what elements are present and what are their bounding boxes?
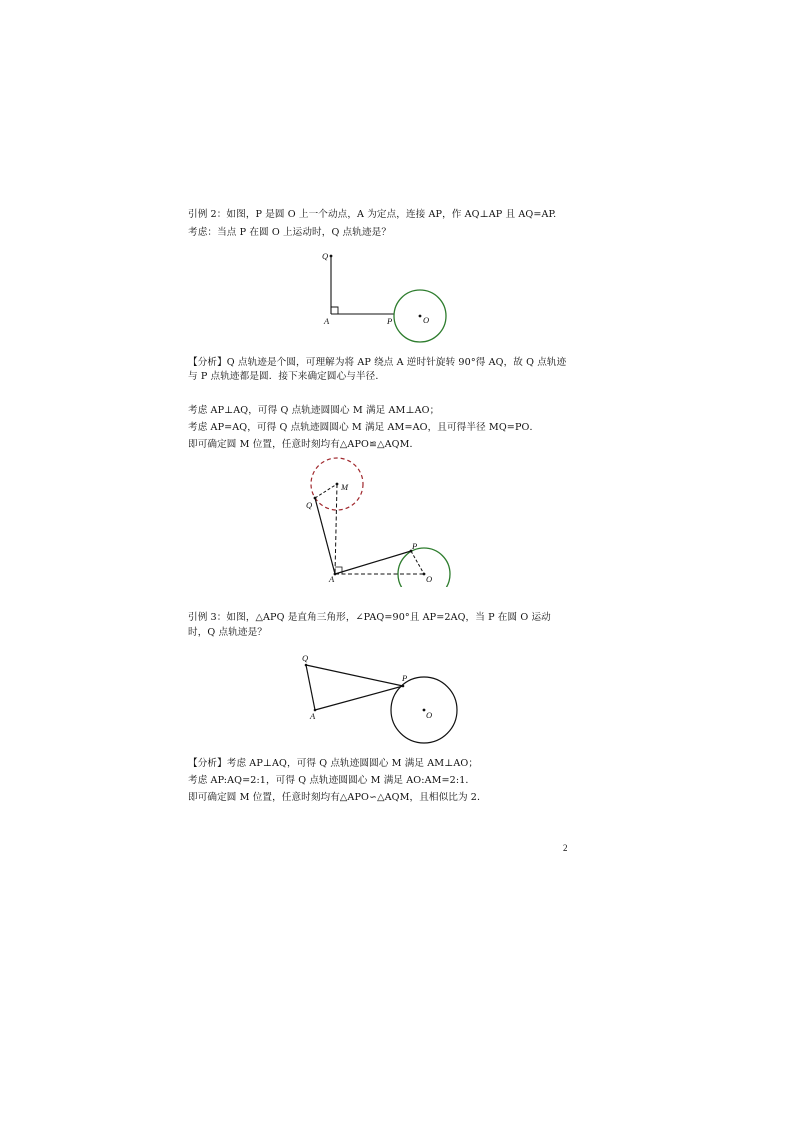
example2-line1: 引例 2：如图，P 是圆 O 上一个动点，A 为定点，连接 AP，作 AQ⊥AP 且 AQ=AP.: [188, 209, 557, 220]
example2-line2: 考虑：当点 P 在圆 O 上运动时，Q 点轨迹是？: [188, 227, 392, 238]
figure-2: [300, 455, 460, 587]
label-o: O: [423, 315, 430, 325]
label-q: Q: [306, 500, 313, 510]
point-o: [423, 709, 426, 712]
label-o: O: [426, 710, 433, 720]
analysis1-para: 【分析】Q 点轨迹是个圆，可理解为将 AP 绕点 A 逆时针旋转 90°得 AQ，故 Q 点轨迹与 P 点轨迹都是圆．接下来确定圆心与半径．: [188, 357, 567, 382]
label-o: O: [426, 574, 433, 584]
segment-ap: [335, 551, 411, 574]
segment-am: [335, 484, 337, 574]
segment-mq: [315, 484, 337, 498]
example3-para: 引例 3：如图，△APQ 是直角三角形，∠PAQ=90°且 AP=2AQ，当 P 在圆 O 运动时，Q 点轨迹是？: [188, 612, 551, 638]
label-p: P: [412, 541, 418, 551]
figure-1: [318, 250, 450, 344]
point-o: [423, 573, 426, 576]
analysis2-line2: 考虑 AP:AQ=2:1，可得 Q 点轨迹圆圆心 M 满足 AO:AM=2:1．: [188, 775, 476, 786]
point-q: [305, 664, 308, 667]
label-a: A: [329, 574, 335, 584]
analysis1-line2: 考虑 AP=AQ，可得 Q 点轨迹圆圆心 M 满足 AM=AO，且可得半径 MQ=PO．: [188, 422, 540, 433]
label-p: P: [387, 316, 393, 326]
page-number: 2: [563, 843, 568, 853]
label-q: Q: [322, 251, 329, 261]
analysis1-line1: 考虑 AP⊥AQ，可得 Q 点轨迹圆圆心 M 满足 AM⊥AO；: [188, 405, 440, 416]
point-o: [419, 315, 422, 318]
point-q: [330, 255, 333, 258]
segment-po: [411, 551, 424, 574]
analysis2-line3: 即可确定圆 M 位置，任意时刻均有△APO∽△AQM，且相似比为 2．: [188, 792, 487, 803]
label-a: A: [310, 711, 316, 721]
segment-ap: [315, 686, 403, 710]
analysis2-line1: 【分析】考虑 AP⊥AQ，可得 Q 点轨迹圆圆心 M 满足 AM⊥AO；: [188, 758, 479, 769]
segment-qp: [306, 665, 403, 686]
label-a: A: [324, 316, 330, 326]
circle-o: [398, 548, 450, 587]
label-p: P: [402, 673, 408, 683]
point-q: [314, 497, 317, 500]
point-p: [402, 685, 405, 688]
right-angle-mark: [331, 307, 338, 314]
analysis1-line3: 即可确定圆 M 位置，任意时刻均有△APO≌△AQM．: [188, 439, 420, 450]
segment-qa: [306, 665, 315, 710]
label-m: M: [341, 482, 349, 492]
label-q: Q: [302, 653, 309, 663]
point-m: [336, 483, 339, 486]
figure-3: [296, 650, 472, 746]
